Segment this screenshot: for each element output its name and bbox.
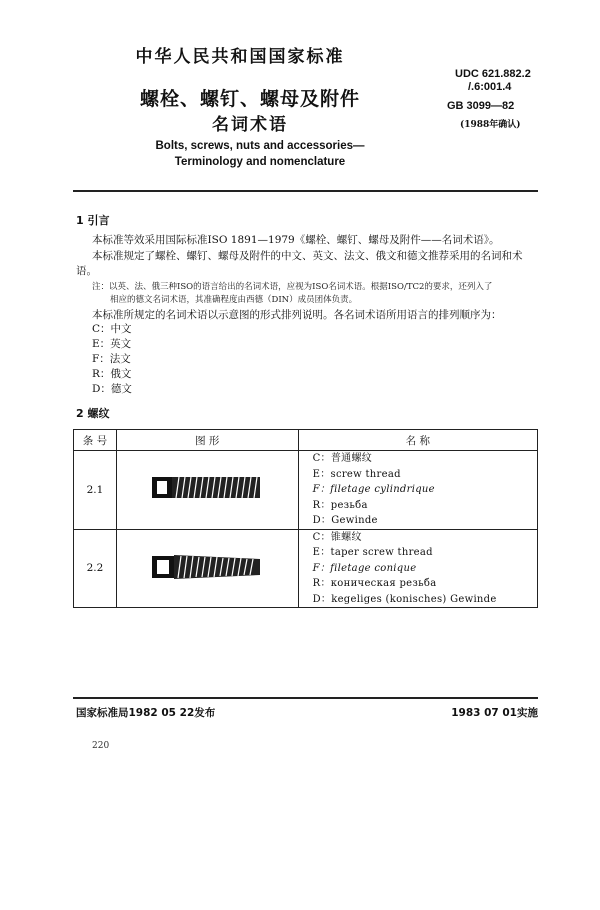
udc-number-cont: /.6:001.4 <box>468 81 512 93</box>
name-ru: R：коническая резьба <box>312 578 437 589</box>
language-item: F：法文 <box>92 353 131 365</box>
name-ru: R：резьба <box>312 499 368 511</box>
name-cn: C：锥螺纹 <box>312 531 362 543</box>
row-names <box>298 451 537 530</box>
effective-date: 1983 07 01实施 <box>451 707 538 719</box>
footer-divider <box>73 697 538 699</box>
document-title-en-2: Terminology and nomenclature <box>174 156 346 168</box>
row-figure <box>116 529 298 608</box>
header-name: 名 称 <box>298 430 537 451</box>
row-number: 2.2 <box>74 529 117 608</box>
row-names <box>298 529 537 608</box>
name-fr: F：filetage cylindrique <box>312 484 435 495</box>
gb-number: GB 3099—82 <box>447 100 515 112</box>
language-item: D：德文 <box>92 383 132 395</box>
section-1-para-3: 本标准所规定的名词术语以示意图的形式排列说明。各名词术语所用语言的排列顺序为： <box>92 309 502 321</box>
confirmed-year: (1988年确认) <box>460 120 521 130</box>
language-item: E：英文 <box>92 338 132 350</box>
header-divider <box>73 190 538 192</box>
name-de: D：Gewinde <box>312 515 378 526</box>
row-number: 2.1 <box>74 451 117 530</box>
table-header-row <box>74 430 538 451</box>
issue-date: 国家标准局1982 05 22发布 <box>76 707 216 719</box>
name-de: D：kegeliges (konisches) Gewinde <box>312 593 497 605</box>
section-1-para-2: 本标准规定了螺栓、螺钉、螺母及附件的中文、英文、法文、俄文和德文推荐采用的名词和术 <box>92 250 523 262</box>
page-number: 220 <box>92 741 110 751</box>
udc-number: UDC 621.882.2 <box>455 68 531 80</box>
section-2-heading: 2 螺纹 <box>76 407 110 420</box>
section-1-note: 注：以英、法、俄三种ISO的语言给出的名词术语，应视为ISO名词术语。根据ISO/TC2的要求，还列入了 <box>92 282 493 292</box>
section-1-para-2-cont: 语。 <box>76 265 97 277</box>
section-1-note-cont: 相应的德文名词术语，其准确程度由西德（DIN）成员团体负责。 <box>110 295 358 305</box>
section-1-heading: 1 引言 <box>76 214 110 227</box>
language-item: R：俄文 <box>92 368 132 380</box>
row-figure <box>116 451 298 530</box>
terms-table <box>73 429 538 608</box>
national-standard-label: 中华人民共和国国家标准 <box>135 47 345 67</box>
name-en: E：screw thread <box>312 468 401 480</box>
table-row <box>74 451 538 530</box>
name-fr: F：filetage conique <box>312 562 417 574</box>
name-en: E：taper screw thread <box>312 547 433 558</box>
header-number: 条 号 <box>74 430 117 451</box>
section-1-para-1: 本标准等效采用国际标准ISO 1891—1979《螺栓、螺钉、螺母及附件——名词术语》。 <box>92 234 500 246</box>
header-figure: 图 形 <box>116 430 298 451</box>
language-item: C：中文 <box>92 323 132 335</box>
name-cn: C：普通螺纹 <box>312 453 373 464</box>
table-row <box>74 529 538 608</box>
taper-screw-thread-icon <box>152 554 262 580</box>
document-subtitle-cn: 名词术语 <box>212 115 288 135</box>
screw-thread-icon <box>152 476 262 500</box>
document-title-cn: 螺栓、螺钉、螺母及附件 <box>139 88 360 110</box>
document-title-en-1: Bolts, screws, nuts and accessories— <box>155 140 365 152</box>
